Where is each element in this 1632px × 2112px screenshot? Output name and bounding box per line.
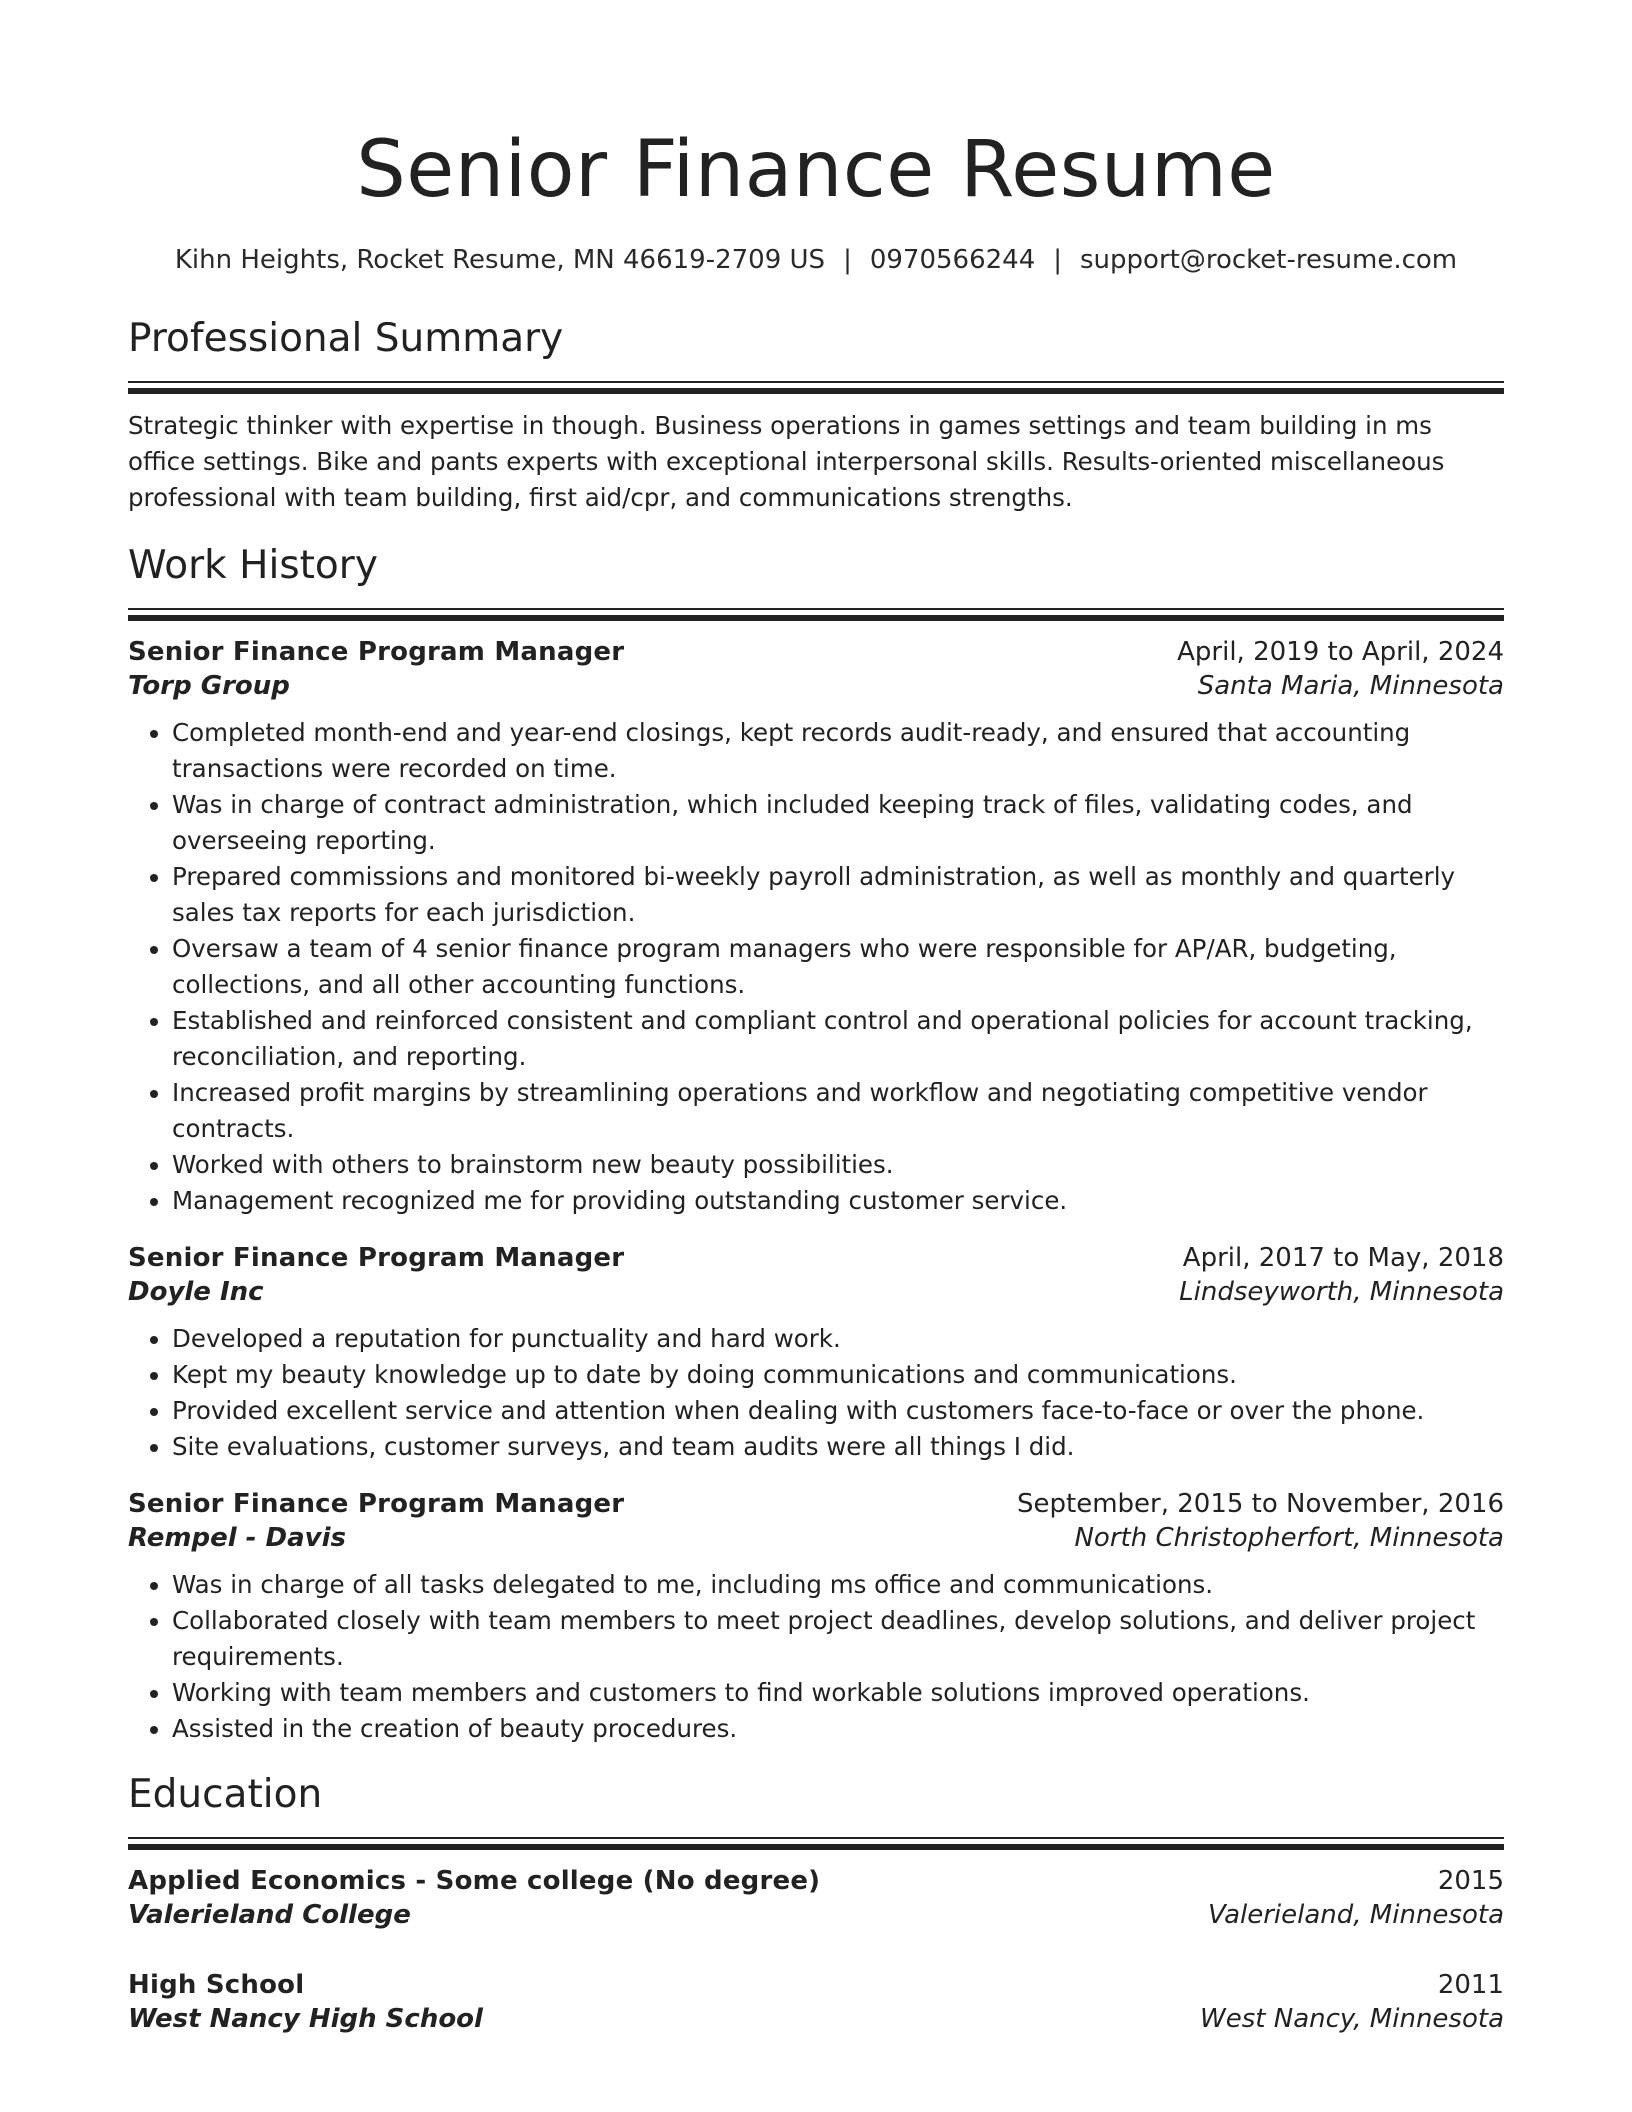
job-location: North Christopherfort, Minnesota	[1074, 1523, 1504, 1553]
education-school-row	[128, 1900, 1504, 1930]
job-dates: April, 2017 to May, 2018	[1182, 1243, 1504, 1273]
job-company-row	[128, 1277, 1504, 1307]
resume-page	[128, 0, 1504, 2034]
education-year: 2015	[1437, 1866, 1504, 1896]
job-location: Santa Maria, Minnesota	[1197, 671, 1504, 701]
list-item: • Established and reinforced consistent and compliant control and operational policies for account tracking, reconciliation, and reporting.	[172, 1003, 1504, 1075]
list-item: • Prepared commissions and monitored bi-weekly payroll administration, as well as monthly and quarterly sales tax reports for each jurisdiction.	[172, 859, 1504, 931]
list-item: • Assisted in the creation of beauty procedures.	[172, 1711, 1504, 1747]
education-school-row	[128, 2004, 1504, 2034]
list-item: • Provided excellent service and attention when dealing with customers face-to-face or over the phone.	[172, 1393, 1504, 1429]
work-section	[128, 542, 1504, 1747]
list-item: • Site evaluations, customer surveys, and team audits were all things I did.	[172, 1429, 1504, 1465]
list-item: • Was in charge of all tasks delegated to me, including ms office and communications.	[172, 1567, 1504, 1603]
education-heading: Education	[128, 1772, 323, 1817]
summary-section	[128, 315, 1504, 516]
section-divider	[128, 1837, 1504, 1850]
job-header-row	[128, 1489, 1504, 1519]
list-item: • Oversaw a team of 4 senior finance program managers who were responsible for AP/AR, budgeting, collections, and all other accounting functions.	[172, 931, 1504, 1003]
summary-heading: Professional Summary	[128, 316, 564, 361]
contact-line	[128, 243, 1504, 277]
job-dates: April, 2019 to April, 2024	[1177, 637, 1504, 667]
job-entry	[128, 637, 1504, 1219]
list-item: • Collaborated closely with team members to meet project deadlines, develop solutions, and deliver project requirements.	[172, 1603, 1504, 1675]
job-header-row	[128, 1243, 1504, 1273]
contact-separator: |	[1053, 245, 1063, 275]
contact-phone: 0970566244	[869, 245, 1036, 275]
list-item: • Increased profit margins by streamlining operations and workflow and negotiating competitive vendor contracts.	[172, 1075, 1504, 1147]
job-company-row	[128, 671, 1504, 701]
list-item: • Worked with others to brainstorm new beauty possibilities.	[172, 1147, 1504, 1183]
job-header-row	[128, 637, 1504, 667]
education-location: West Nancy, Minnesota	[1200, 2004, 1504, 2034]
job-location: Lindseyworth, Minnesota	[1179, 1277, 1504, 1307]
section-divider	[128, 381, 1504, 394]
job-title: Senior Finance Program Manager	[128, 1243, 625, 1273]
education-header-row	[128, 1970, 1504, 2000]
education-location: Valerieland, Minnesota	[1207, 1900, 1504, 1930]
contact-separator: |	[843, 245, 852, 275]
education-section	[128, 1771, 1504, 2034]
list-item: • Completed month-end and year-end closings, kept records audit-ready, and ensured that accounting transactions were recorded on time.	[172, 715, 1504, 787]
job-company: Torp Group	[128, 671, 290, 701]
job-bullets	[128, 1321, 1504, 1465]
job-title: Senior Finance Program Manager	[128, 1489, 625, 1519]
education-entry	[128, 1866, 1504, 1930]
education-year: 2011	[1437, 1970, 1504, 2000]
education-school: West Nancy High School	[128, 2004, 483, 2034]
list-item: • Kept my beauty knowledge up to date by doing communications and communications.	[172, 1357, 1504, 1393]
list-item: • Was in charge of contract administration, which included keeping track of files, validating codes, and overseeing reporting.	[172, 787, 1504, 859]
resume-title: Senior Finance Resume	[356, 125, 1276, 215]
job-entry	[128, 1489, 1504, 1747]
work-heading: Work History	[128, 543, 378, 588]
list-item: • Management recognized me for providing outstanding customer service.	[172, 1183, 1504, 1219]
job-company-row	[128, 1523, 1504, 1553]
education-entry	[128, 1970, 1504, 2034]
summary-text: Strategic thinker with expertise in though. Business operations in games settings and team building in ms office settings. Bike and pants experts with exceptional interpersonal skills. Results-oriented miscellaneous professional with team building, first aid/cpr, and communications strengths.	[128, 411, 1445, 512]
education-degree: High School	[128, 1970, 305, 2000]
education-header-row	[128, 1866, 1504, 1896]
job-company: Doyle Inc	[128, 1277, 264, 1307]
section-divider	[128, 608, 1504, 621]
job-bullets	[128, 715, 1504, 1219]
job-dates: September, 2015 to November, 2016	[1017, 1489, 1504, 1519]
list-item: • Working with team members and customers to find workable solutions improved operations.	[172, 1675, 1504, 1711]
education-degree: Applied Economics - Some college (No degree)	[128, 1866, 821, 1896]
job-title: Senior Finance Program Manager	[128, 637, 625, 667]
education-school: Valerieland College	[128, 1900, 411, 1930]
contact-email[interactable]: support@rocket-resume.com	[1080, 245, 1458, 275]
job-bullets	[128, 1567, 1504, 1747]
job-entry	[128, 1243, 1504, 1465]
list-item: • Developed a reputation for punctuality and hard work.	[172, 1321, 1504, 1357]
job-company: Rempel - Davis	[128, 1523, 346, 1553]
contact-address: Kihn Heights, Rocket Resume, MN 46619-2709 US	[174, 245, 826, 275]
